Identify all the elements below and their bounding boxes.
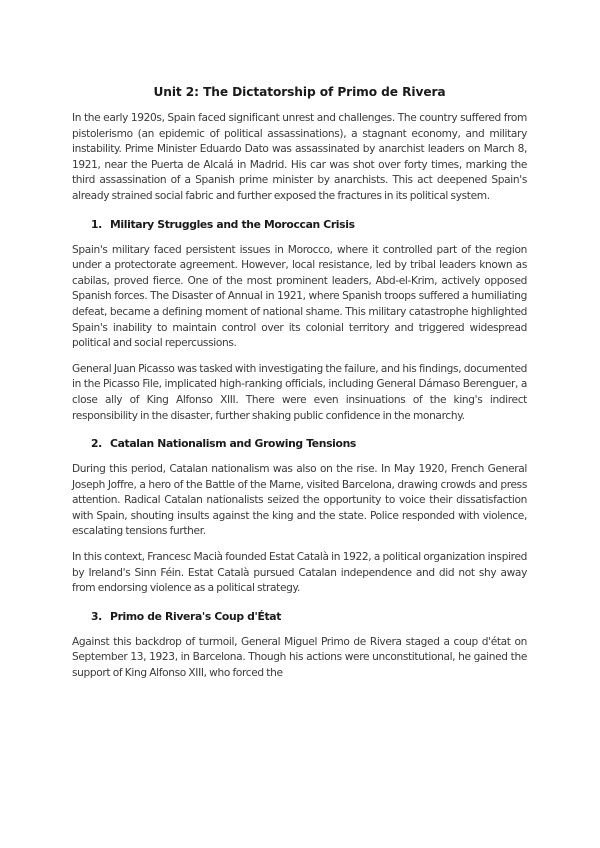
section-heading-coup-detat: [91, 609, 527, 624]
paragraph: General Juan Picasso was tasked with investigating the failure, and his findings, documented in the Picasso File, implicated high-ranking officials, including General Dámaso Berenguer, a close ally of King Alfonso XIII. There were even insinuations of the king's indirect responsibility in the disaster, further shaking public confidence in the monarchy.: [72, 362, 527, 422]
paragraph: Spain's military faced persistent issues in Morocco, where it controlled part of the region under a protectorate agreement. However, local resistance, led by tribal leaders known as cabilas, proved fierce. One of the most prominent leaders, Abd-el-Krim, actively opposed Spanish forces. The Disaster of Annual in 1921, where Spanish troops suffered a humiliating defeat, became a defining moment of national shame. This military catastrophe highlighted Spain's inability to maintain control over its colonial territory and triggered widespread political and social repercussions.: [72, 243, 527, 350]
section-number: 1.: [91, 217, 102, 231]
section-number: 3.: [91, 609, 102, 623]
paragraph: In this context, Francesc Macià founded Estat Català in 1922, a political organization inspired by Ireland's Sinn Féin. Estat Català pursued Catalan independence and did not shy away from endorsing violence as a political strategy.: [72, 551, 527, 595]
section-heading-catalan-nationalism: [91, 436, 527, 451]
section-heading-text: Primo de Rivera's Coup d'État: [110, 609, 282, 623]
document-content: [72, 84, 527, 692]
section-number: 2.: [91, 437, 102, 451]
paragraph: Against this backdrop of turmoil, General Miguel Primo de Rivera staged a coup d'état on September 13, 1923, in Barcelona. Though his actions were unconstitutional, he gained the support of King Alfonso XIII, who forced the: [72, 635, 527, 680]
section-heading-text: Catalan Nationalism and Growing Tensions: [110, 437, 357, 451]
intro-paragraph: In the early 1920s, Spain faced significant unrest and challenges. The country suffered from pistolerismo (an epidemic of political assassinations), a stagnant economy, and military instability. Prime Minister Eduardo Dato was assassinated by anarchist leaders on March 8, 1921, near the Puerta de Alcalá in Madrid. His car was shot over forty times, marking the third assassination of a Spanish prime minister by anarchists. This act deepened Spain's already strained social fabric and further exposed the fractures in its political system.: [72, 112, 527, 202]
section-heading-military-struggles: [91, 217, 527, 232]
section-heading-text: Military Struggles and the Moroccan Crisis: [110, 217, 355, 231]
paragraph: During this period, Catalan nationalism was also on the rise. In May 1920, French General Joseph Joffre, a hero of the Battle of the Marne, visited Barcelona, drawing crowds and press attention. Radical Catalan nationalists seized the opportunity to voice their dissatisfaction with Spain, shouting insults against the king and the state. Police responded with violence, escalating tensions further.: [72, 463, 527, 538]
page-title: Unit 2: The Dictatorship of Primo de Rivera: [153, 85, 446, 99]
